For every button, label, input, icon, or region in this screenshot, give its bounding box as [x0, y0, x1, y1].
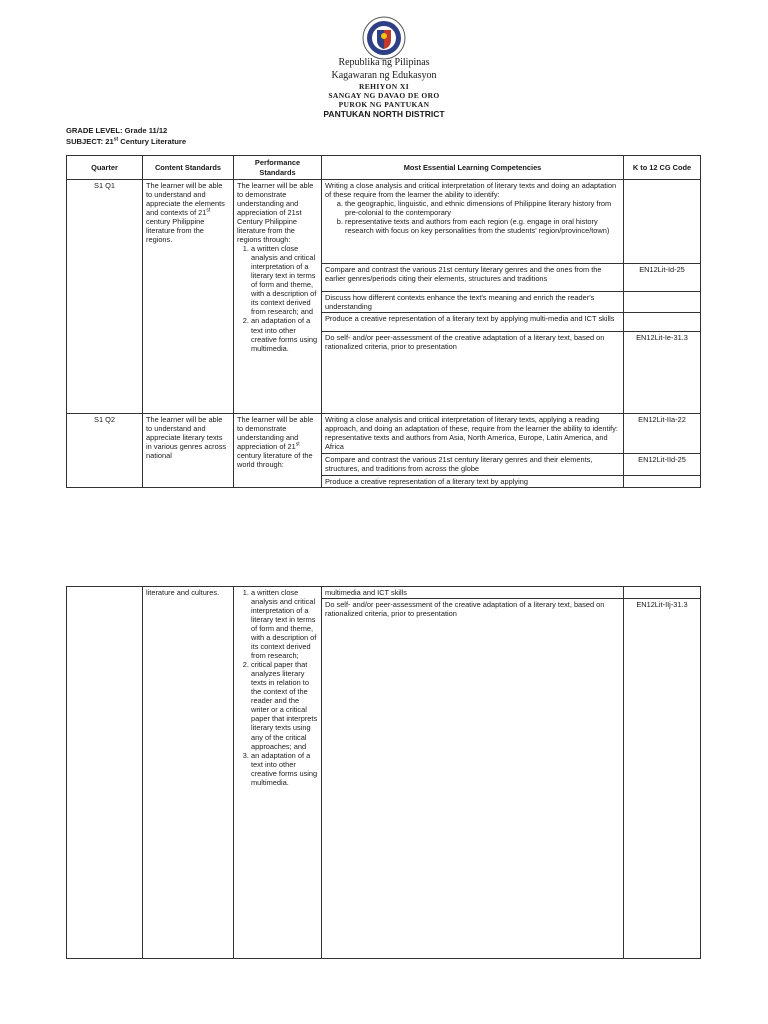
- table-row: [67, 180, 701, 264]
- cg-code-cell: EN12Lit-Ie-31.3: [624, 332, 701, 414]
- cg-code-cell: EN12Lit-IIj-31.3: [624, 599, 701, 959]
- melc-table-continued: [66, 586, 701, 959]
- col-header-cg-code: K to 12 CG Code: [624, 156, 701, 180]
- melc-cell: Writing a close analysis and critical interpretation of literary texts and doing an adaptation of these require from the learner the ability to identify: a. the geographic, linguistic, and ethnic dimensions of Philippine literary history from pre-colonial to the contemporary b. representative texts and authors from each region (e.g. engage in oral history research with focus on key personalities from the students' region/province/town): [322, 180, 624, 264]
- performance-standard-cell: The learner will be able to demonstrate understanding and appreciation of 21st Century Philippine literature from the regions through: 1. a written close analysis and critical interpretation of a literary text in terms of form and theme, with a description of its context derived from research; and 2. an adaptation of a text into other creative forms using multimedia.: [234, 180, 322, 414]
- cg-code-cell: [624, 292, 701, 313]
- header-country: Republika ng Pilipinas: [338, 57, 430, 68]
- melc-cell: Writing a close analysis and critical interpretation of literary texts, applying a reading approach, and doing an adaptation of these, require from the learner the ability to identify: representative texts and authors from Asia, North America, Europe, Latin America, and Africa: [322, 414, 624, 454]
- melc-cell: Compare and contrast the various 21st century literary genres and the ones from the earlier genres/periods citing their elements, structures and traditions: [322, 264, 624, 292]
- melc-cell: Produce a creative representation of a literary text by applying multi-media and ICT skills: [322, 313, 624, 332]
- col-header-melc: Most Essential Learning Competencies: [322, 156, 624, 180]
- header-region: REHIYON XI: [358, 82, 410, 91]
- content-standard-cell: literature and cultures.: [143, 587, 234, 959]
- cg-code-cell: [624, 313, 701, 332]
- melc-table: [66, 155, 701, 488]
- melc-cell: Discuss how different contexts enhance the text's meaning and enrich the reader's understanding: [322, 292, 624, 313]
- table-header-row: [67, 156, 701, 180]
- content-standard-cell: The learner will be able to understand and appreciate the elements and contexts of 21st century Philippine literature from the regions.: [143, 180, 234, 414]
- header-department: Kagawaran ng Edukasyon: [331, 70, 437, 81]
- header-district-office: PUROK NG PANTUKAN: [338, 100, 430, 109]
- list-item: 3. an adaptation of a text into other creative forms using multimedia.: [251, 751, 318, 787]
- list-item: a. the geographic, linguistic, and ethnic dimensions of Philippine literary history from pre-colonial to the contemporary: [345, 199, 620, 217]
- quarter-cell: S1 Q1: [67, 180, 143, 414]
- table-row: [67, 414, 701, 454]
- cg-code-cell: EN12Lit-IIa-22: [624, 414, 701, 454]
- quarter-cell: [67, 587, 143, 959]
- list-item: b. representative texts and authors from each region (e.g. engage in oral history research with focus on key personalities from the students' region/province/town): [345, 217, 620, 235]
- col-header-content-standards: Content Standards: [143, 156, 234, 180]
- melc-cell: Produce a creative representation of a literary text by applying: [322, 476, 624, 488]
- col-header-performance-standards: Performance Standards: [234, 156, 322, 180]
- list-item: 1. a written close analysis and critical interpretation of a literary text in terms of form and theme, with a description of its context derived from research;: [251, 588, 318, 660]
- melc-cell: multimedia and ICT skills: [322, 587, 624, 599]
- melc-cell: Do self- and/or peer-assessment of the creative adaptation of a literary text, based on rationalized criteria, prior to presentation: [322, 332, 624, 414]
- list-item: 1. a written close analysis and critical interpretation of a literary text in terms of form and theme, with a description of its context derived from research; and: [251, 244, 318, 316]
- cg-code-cell: [624, 180, 701, 264]
- subject: SUBJECT: 21st Century Literature: [66, 136, 187, 146]
- table-row: [67, 587, 701, 599]
- header-district: PANTUKAN NORTH DISTRICT: [323, 109, 445, 119]
- performance-standard-cell: [234, 587, 322, 959]
- melc-cell: Compare and contrast the various 21st century literary genres and their elements, structures, and traditions from across the globe: [322, 454, 624, 476]
- list-item: 2. critical paper that analyzes literary texts in relation to the context of the reader and the writer or a critical paper that interprets literary texts using any of the critical approaches; and: [251, 660, 318, 750]
- cg-code-cell: [624, 587, 701, 599]
- col-header-quarter: Quarter: [67, 156, 143, 180]
- content-standard-cell: The learner will be able to understand and appreciate literary texts in various genres across national: [143, 414, 234, 488]
- deped-seal-logo: [362, 16, 406, 60]
- performance-standard-cell: The learner will be able to demonstrate understanding and appreciation of 21st century literature of the world through:: [234, 414, 322, 488]
- cg-code-cell: EN12Lit-Id-25: [624, 264, 701, 292]
- cg-code-cell: [624, 476, 701, 488]
- grade-level: GRADE LEVEL: Grade 11/12: [66, 126, 168, 135]
- list-item: 2. an adaptation of a text into other creative forms using multimedia.: [251, 316, 318, 352]
- cg-code-cell: EN12Lit-IId-25: [624, 454, 701, 476]
- header-division: SANGAY NG DAVAO DE ORO: [328, 91, 440, 100]
- quarter-cell: S1 Q2: [67, 414, 143, 488]
- melc-cell: Do self- and/or peer-assessment of the creative adaptation of a literary text, based on rationalized criteria, prior to presentation: [322, 599, 624, 959]
